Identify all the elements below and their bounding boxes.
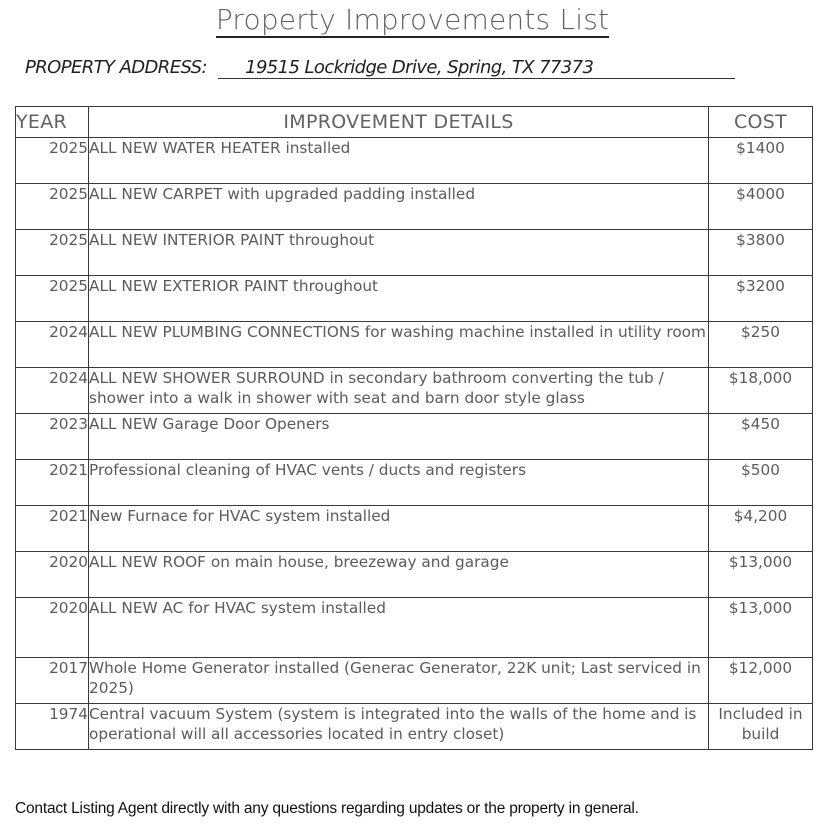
table-row <box>16 506 813 552</box>
cost-cell: $12,000 <box>709 658 813 704</box>
cost-cell: $18,000 <box>709 368 813 414</box>
details-cell: ALL NEW AC for HVAC system installed <box>89 598 709 658</box>
year-cell: 2020 <box>16 552 89 598</box>
table-row <box>16 704 813 750</box>
details-cell: ALL NEW PLUMBING CONNECTIONS for washing machine installed in utility room <box>89 322 709 368</box>
details-cell: ALL NEW INTERIOR PAINT throughout <box>89 230 709 276</box>
year-cell: 2025 <box>16 184 89 230</box>
property-address-label: PROPERTY ADDRESS: <box>25 57 207 78</box>
details-cell: New Furnace for HVAC system installed <box>89 506 709 552</box>
details-cell: ALL NEW WATER HEATER installed <box>89 138 709 184</box>
table-row <box>16 138 813 184</box>
year-cell: 2025 <box>16 276 89 322</box>
column-header-details: IMPROVEMENT DETAILS <box>89 107 709 138</box>
table-row <box>16 230 813 276</box>
property-address-field <box>218 57 735 79</box>
year-cell: 2020 <box>16 598 89 658</box>
details-cell: Central vacuum System (system is integrated into the walls of the home and is operational will all accessories located in entry closet) <box>89 704 709 750</box>
details-cell: Whole Home Generator installed (Generac Generator, 22K unit; Last serviced in 2025) <box>89 658 709 704</box>
details-cell: ALL NEW ROOF on main house, breezeway and garage <box>89 552 709 598</box>
details-cell: ALL NEW CARPET with upgraded padding installed <box>89 184 709 230</box>
page-title <box>0 2 825 38</box>
improvements-table <box>15 106 813 750</box>
property-address-value: 19515 Lockridge Drive, Spring, TX 77373 <box>245 57 594 78</box>
table-row <box>16 460 813 506</box>
table-row <box>16 276 813 322</box>
table-row <box>16 658 813 704</box>
cost-cell: $13,000 <box>709 552 813 598</box>
year-cell: 2021 <box>16 460 89 506</box>
cost-cell: $3800 <box>709 230 813 276</box>
cost-cell: $450 <box>709 414 813 460</box>
year-cell: 2023 <box>16 414 89 460</box>
table-header-row <box>16 107 813 138</box>
footer-note: Contact Listing Agent directly with any questions regarding updates or the property in general. <box>15 800 639 817</box>
table-row <box>16 184 813 230</box>
table-row <box>16 598 813 658</box>
year-cell: 2025 <box>16 138 89 184</box>
cost-cell: $1400 <box>709 138 813 184</box>
year-cell: 2025 <box>16 230 89 276</box>
cost-cell: $500 <box>709 460 813 506</box>
year-cell: 2024 <box>16 368 89 414</box>
details-cell: ALL NEW EXTERIOR PAINT throughout <box>89 276 709 322</box>
table-row <box>16 552 813 598</box>
table-row <box>16 368 813 414</box>
property-address <box>25 57 735 79</box>
table-row <box>16 414 813 460</box>
cost-cell: $3200 <box>709 276 813 322</box>
cost-cell: $4000 <box>709 184 813 230</box>
details-cell: Professional cleaning of HVAC vents / ducts and registers <box>89 460 709 506</box>
table-row <box>16 322 813 368</box>
cost-cell: Included in build <box>709 704 813 750</box>
year-cell: 2024 <box>16 322 89 368</box>
column-header-year: YEAR <box>16 107 89 138</box>
page-title-text: Property Improvements List <box>215 3 610 36</box>
column-header-cost: COST <box>709 107 813 138</box>
cost-cell: $250 <box>709 322 813 368</box>
cost-cell: $4,200 <box>709 506 813 552</box>
year-cell: 1974 <box>16 704 89 750</box>
cost-cell: $13,000 <box>709 598 813 658</box>
details-cell: ALL NEW Garage Door Openers <box>89 414 709 460</box>
year-cell: 2021 <box>16 506 89 552</box>
details-cell: ALL NEW SHOWER SURROUND in secondary bathroom converting the tub / shower into a walk in shower with seat and barn door style glass <box>89 368 709 414</box>
year-cell: 2017 <box>16 658 89 704</box>
